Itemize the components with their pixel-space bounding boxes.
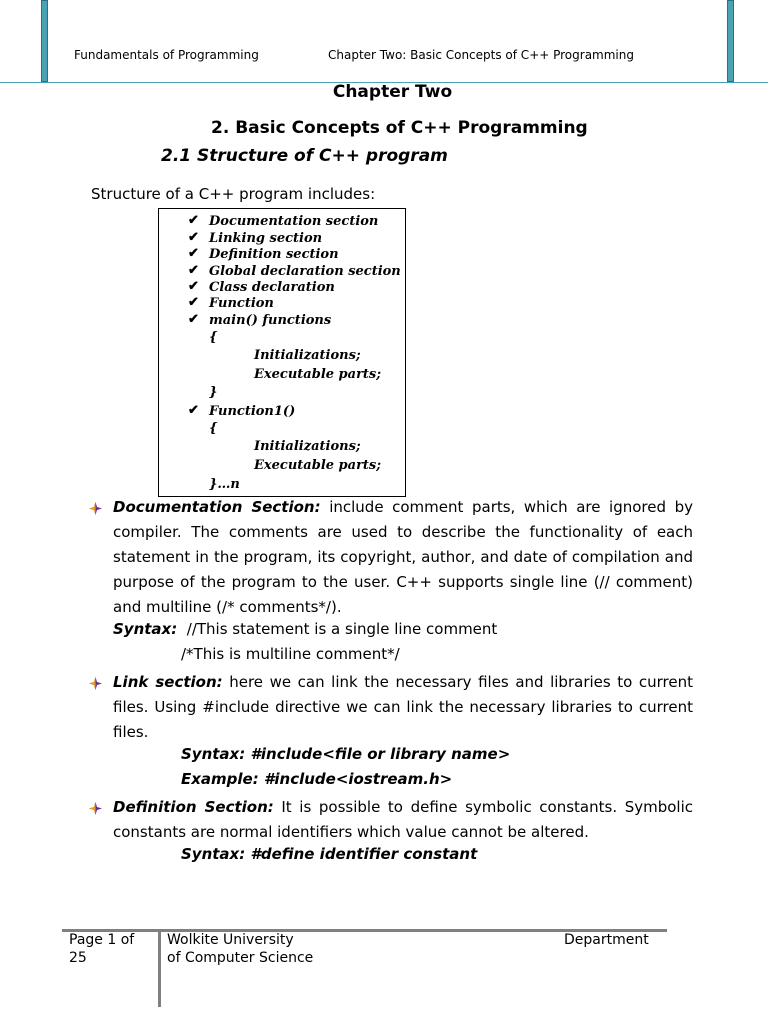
- header-left-bar: [41, 0, 48, 82]
- intro-text: Structure of a C++ program includes:: [91, 185, 376, 203]
- link-text: here we can link the necessary files and libraries to current files. Using #include directive we can link the necessary libraries to current files.: [113, 673, 693, 741]
- f1-body-line: Executable parts;: [254, 458, 382, 473]
- structure-item: Class declaration: [209, 280, 335, 295]
- checkmark-icon: ✔: [188, 213, 199, 228]
- documentation-lead: Documentation Section:: [113, 498, 321, 516]
- definition-text: It is possible to define symbolic constants. Symbolic constants are normal identifiers which value cannot be altered.: [113, 798, 693, 841]
- header-right-bar: [727, 0, 734, 82]
- page-line-1: Page 1 of: [69, 932, 135, 948]
- documentation-syntax: [113, 620, 497, 638]
- structure-item: main() functions: [209, 313, 332, 328]
- documentation-text: include comment parts, which are ignored by compiler. The comments are used to describe the functionality of each statement in the program, its copyright, author, and date of compilation and purpose of the program to the user. C++ supports single line (// comment) and multiline (/* comments*/).: [113, 498, 693, 616]
- header-chapter-title: Chapter Two: Basic Concepts of C++ Programming: [328, 48, 634, 62]
- f1-close-brace: }…n: [209, 477, 240, 492]
- section-title: 2. Basic Concepts of C++ Programming: [211, 118, 588, 138]
- checkmark-icon: ✔: [188, 295, 199, 310]
- header-course-title: Fundamentals of Programming: [74, 48, 259, 62]
- bullet-icon: [89, 802, 102, 815]
- checkmark-icon: ✔: [188, 263, 199, 278]
- f1-body-line: Initializations;: [254, 439, 361, 454]
- link-lead: Link section:: [113, 673, 223, 691]
- definition-syntax: Syntax: #define identifier constant: [181, 845, 478, 863]
- university-name: Wolkite University: [167, 932, 294, 948]
- link-syntax: Syntax: #include<file or library name>: [181, 745, 511, 763]
- definition-lead: Definition Section:: [113, 798, 274, 816]
- footer-page-number: [69, 931, 134, 967]
- syntax-label: Syntax:: [113, 620, 178, 638]
- main-body-line: Executable parts;: [254, 367, 382, 382]
- definition-paragraph: [113, 795, 693, 845]
- main-close-brace: }: [209, 385, 218, 400]
- f1-open-brace: {: [209, 421, 218, 436]
- checkmark-icon: ✔: [188, 230, 199, 245]
- footer-university: [167, 931, 313, 967]
- subsection-title: 2.1 Structure of C++ program: [161, 146, 448, 166]
- checkmark-icon: ✔: [188, 279, 199, 294]
- checkmark-icon: ✔: [188, 246, 199, 261]
- bullet-icon: [89, 502, 102, 515]
- chapter-title: Chapter Two: [332, 82, 453, 102]
- program-structure-box: [158, 208, 406, 497]
- documentation-syntax-line2: /*This is multiline comment*/: [181, 645, 400, 663]
- function1-item: Function1(): [209, 404, 296, 419]
- department-name: of Computer Science: [167, 950, 314, 966]
- link-paragraph: [113, 670, 693, 745]
- structure-item: Global declaration section: [209, 264, 401, 279]
- structure-item: Definition section: [209, 247, 339, 262]
- main-body-line: Initializations;: [254, 348, 361, 363]
- footer-divider: [158, 929, 161, 1007]
- main-open-brace: {: [209, 330, 218, 345]
- documentation-paragraph: [113, 495, 693, 620]
- checkmark-icon: ✔: [188, 403, 199, 418]
- link-example: Example: #include<iostream.h>: [181, 770, 453, 788]
- page-line-2: 25: [69, 950, 87, 966]
- checkmark-icon: ✔: [188, 312, 199, 327]
- structure-item: Function: [209, 296, 274, 311]
- structure-item: Documentation section: [209, 214, 379, 229]
- bullet-icon: [89, 677, 102, 690]
- footer-department: Department: [564, 932, 649, 948]
- structure-item: Linking section: [209, 231, 323, 246]
- syntax-line: //This statement is a single line comment: [186, 620, 498, 638]
